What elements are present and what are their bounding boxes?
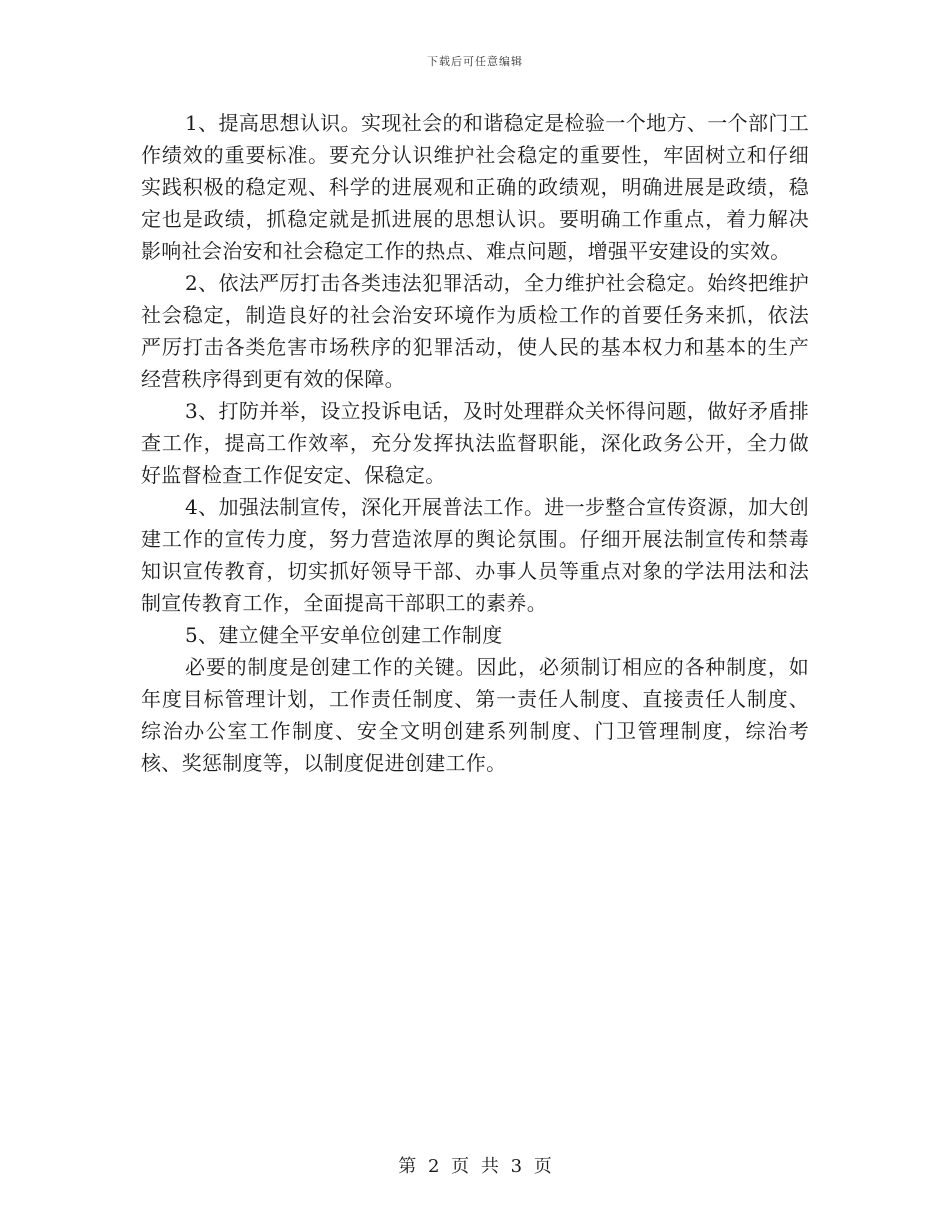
- paragraph-3: 3、打防并举，设立投诉电话，及时处理群众关怀得问题，做好矛盾排查工作，提高工作效率，充分发挥执法监督职能，深化政务公开，全力做好监督检查工作促安定、保稳定。: [141, 399, 809, 487]
- paragraph-6: 必要的制度是创建工作的关键。因此，必须制订相应的各种制度，如年度目标管理计划，工作责任制度、第一责任人制度、直接责任人制度、综治办公室工作制度、安全文明创建系列制度、门卫管理制度，综治考核、奖惩制度等，以制度促进创建工作。: [141, 655, 809, 775]
- paragraph-5-heading: 5、建立健全平安单位创建工作制度: [185, 623, 503, 647]
- header-note: 下载后可任意编辑: [427, 55, 523, 68]
- page-number: 第 2 页 共 3 页: [398, 1156, 552, 1177]
- document-body: [141, 107, 809, 779]
- paragraph-4: 4、加强法制宣传，深化开展普法工作。进一步整合宣传资源，加大创建工作的宣传力度，努力营造浓厚的舆论氛围。仔细开展法制宣传和禁毒知识宣传教育，切实抓好领导干部、办事人员等重点对象的学法用法和法制宣传教育工作，全面提高干部职工的素养。: [141, 495, 809, 615]
- paragraph-1: 1、提高思想认识。实现社会的和谐稳定是检验一个地方、一个部门工作绩效的重要标准。要充分认识维护社会稳定的重要性，牢固树立和仔细实践积极的稳定观、科学的进展观和正确的政绩观，明确进展是政绩，稳定也是政绩，抓稳定就是抓进展的思想认识。要明确工作重点，着力解决影响社会治安和社会稳定工作的热点、难点问题，增强平安建设的实效。: [141, 111, 809, 263]
- paragraph-2: 2、依法严厉打击各类违法犯罪活动，全力维护社会稳定。始终把维护社会稳定，制造良好的社会治安环境作为质检工作的首要任务来抓，依法严厉打击各类危害市场秩序的犯罪活动，使人民的基本权力和基本的生产经营秩序得到更有效的保障。: [141, 271, 809, 391]
